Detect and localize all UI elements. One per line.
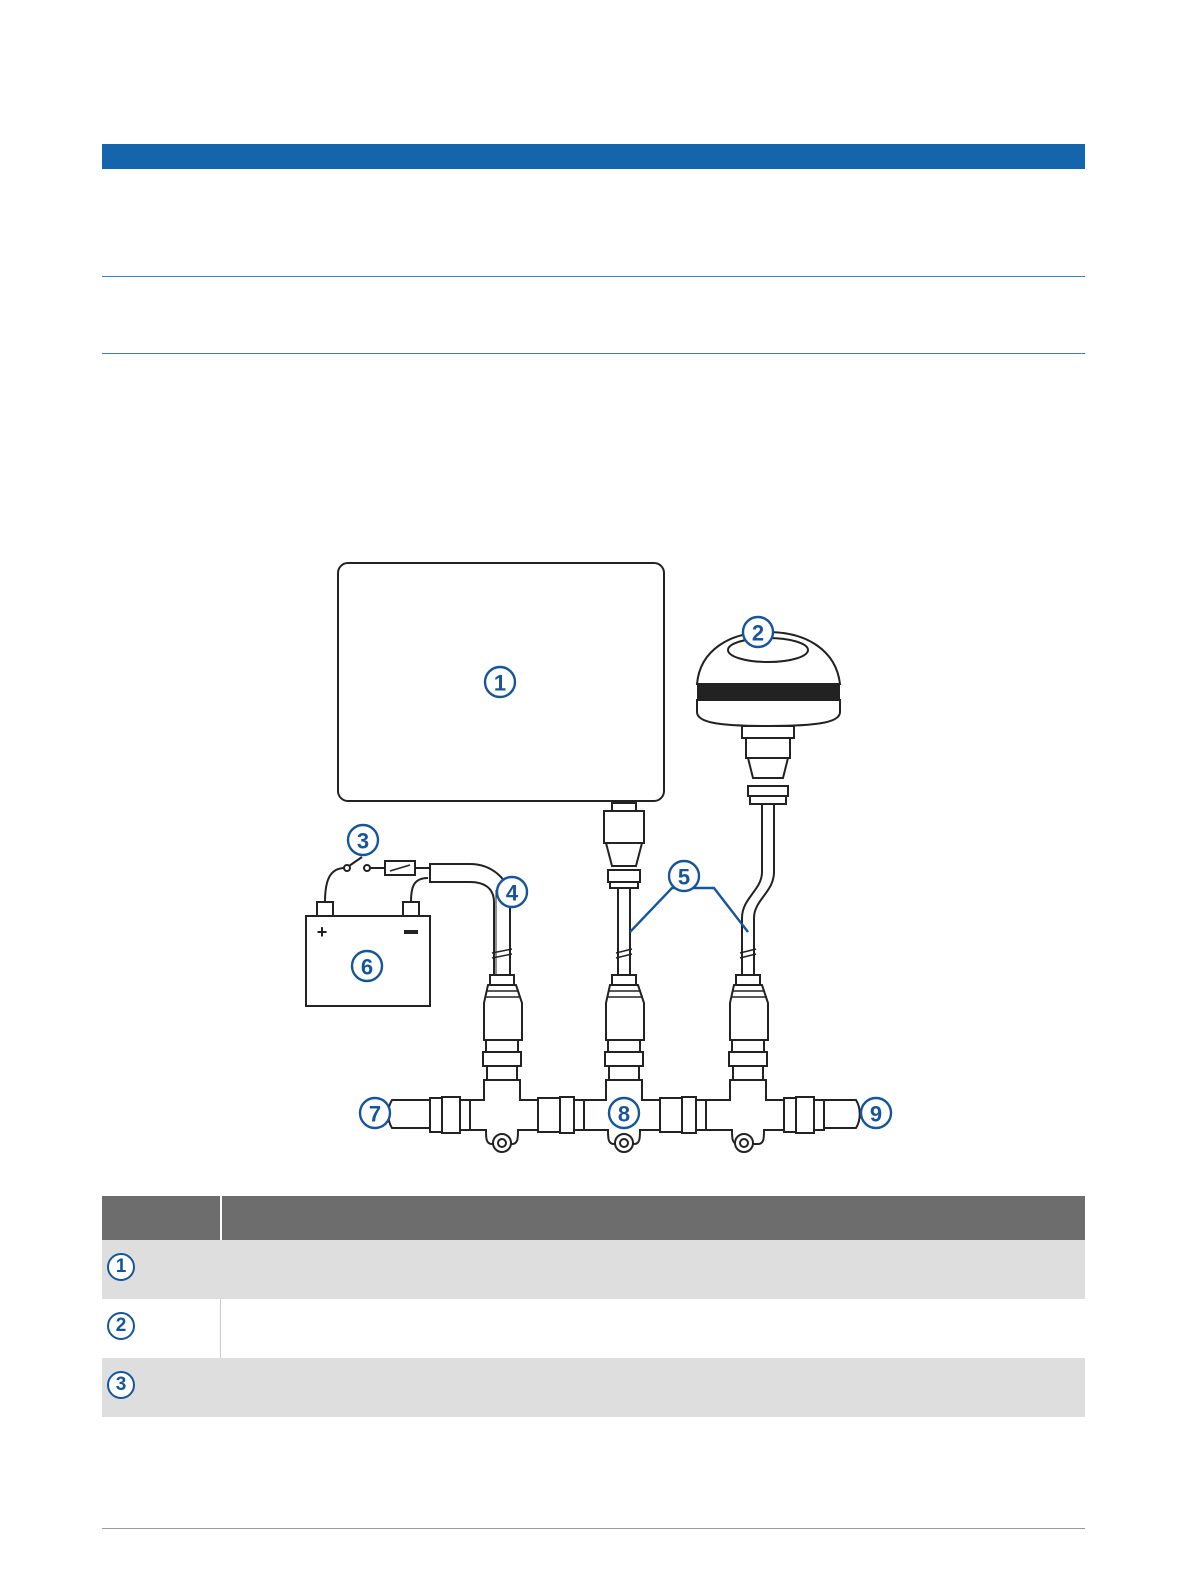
nmea-wiring-diagram [280,548,920,1178]
drop-connectors [483,975,768,1080]
legend-row [102,1299,1085,1358]
legend-description [221,1299,1085,1358]
callout-9 [861,1098,891,1128]
svg-text:9: 9 [869,1101,883,1127]
legend-callout-badge: 2 [107,1312,135,1340]
battery-minus-label [404,930,418,934]
svg-text:5: 5 [677,864,691,890]
divider-rule [102,276,1085,277]
svg-text:3: 3 [356,828,370,854]
legend-row [102,1240,1085,1299]
callout-1 [485,667,515,697]
callout-4 [497,877,527,907]
svg-text:7: 7 [368,1101,382,1127]
legend-header-description [222,1196,1085,1240]
svg-text:1: 1 [493,670,507,696]
power-cable [430,864,510,975]
display-drop-connector [604,803,644,975]
section-header-bar [102,144,1085,169]
battery-plus-label: + [316,922,328,942]
svg-text:2: 2 [751,620,765,646]
legend-callout-badge: 3 [107,1371,135,1399]
divider-rule [102,353,1085,354]
legend-table [102,1196,1085,1417]
cable-break-marks [492,949,756,958]
svg-text:8: 8 [617,1101,631,1127]
legend-table-header [102,1196,1085,1240]
svg-text:4: 4 [505,880,519,906]
callout-8 [609,1098,639,1128]
callout-2 [743,617,773,647]
legend-header-item [102,1196,222,1240]
callout-5 [669,861,699,891]
callout-3 [348,825,378,855]
legend-description [220,1240,1085,1299]
callout-7 [360,1098,390,1128]
legend-description [220,1358,1085,1417]
gps-antenna [697,632,840,804]
svg-text:6: 6 [360,954,374,980]
legend-callout-badge: 1 [107,1253,135,1281]
callout-6 [352,951,382,981]
legend-row [102,1358,1085,1417]
footer-rule [102,1528,1085,1529]
callout-5-leader [630,888,748,932]
switch [349,857,362,866]
